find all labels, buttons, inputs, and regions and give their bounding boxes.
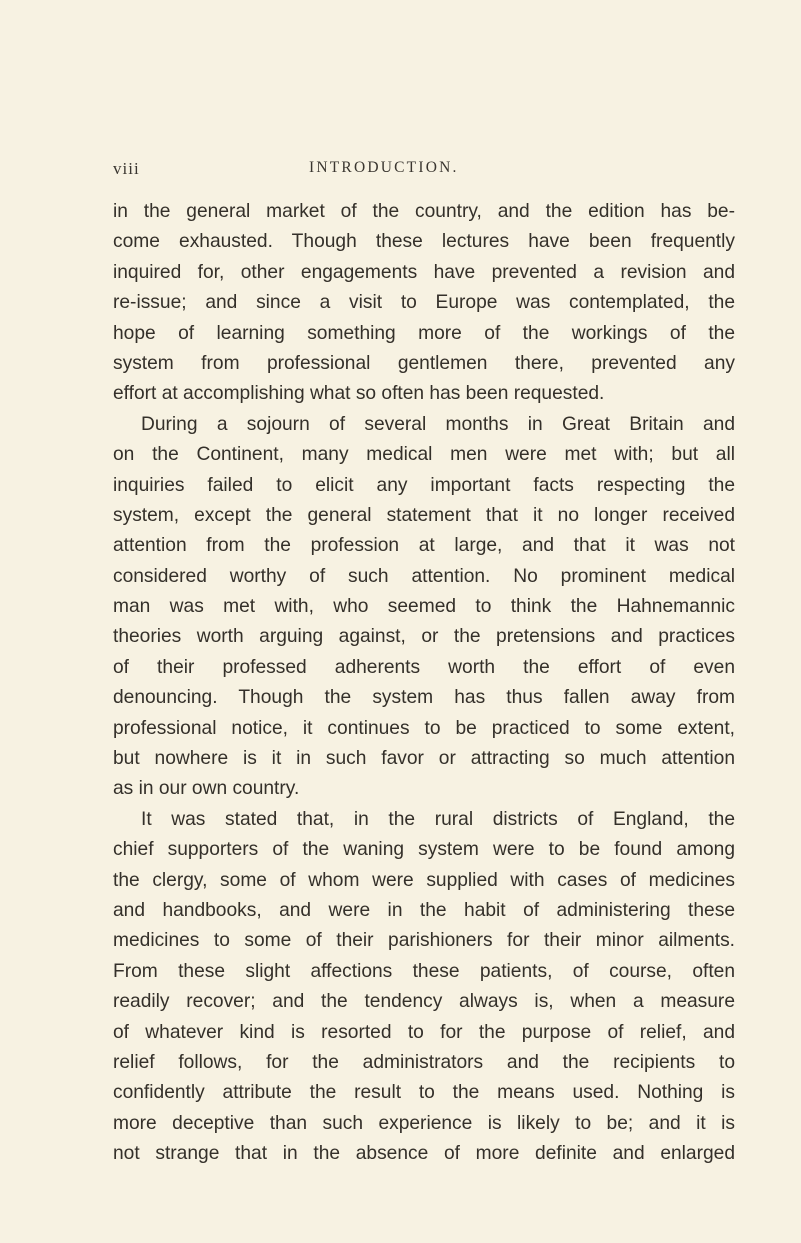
- text-line: in the general market of the country, and the edition has be-: [113, 201, 735, 222]
- text-line: theories worth arguing against, or the pretensions and practices: [113, 626, 735, 648]
- running-title: INTRODUCTION.: [309, 159, 459, 176]
- text-line: come exhausted. Though these lectures have been frequently: [113, 231, 735, 253]
- text-line: more deceptive than such experience is likely to be; and it is: [113, 1112, 735, 1134]
- page-number: viii: [113, 159, 140, 178]
- text-line: professional notice, it continues to be practiced to some extent,: [113, 717, 735, 739]
- text-line: It was stated that, in the rural districts of England, the: [141, 808, 735, 830]
- text-line: system from professional gentlemen there, prevented any: [113, 352, 735, 374]
- text-line: of whatever kind is resorted to for the purpose of relief, and: [113, 1021, 735, 1043]
- text-line: and handbooks, and were in the habit of administering these: [113, 899, 735, 921]
- text-line: effort at accomplishing what so often has been requested.: [113, 383, 605, 405]
- text-line: as in our own country.: [113, 778, 300, 800]
- text-line: attention from the profession at large, and that it was not: [113, 535, 735, 557]
- text-line: man was met with, who seemed to think the Hahnemannic: [113, 596, 735, 618]
- text-line: of their professed adherents worth the effort of even: [113, 656, 735, 678]
- text-line: relief follows, for the administrators and the recipients to: [113, 1051, 735, 1073]
- body-text: [113, 197, 735, 1170]
- text-line: confidently attribute the result to the means used. Nothing is: [113, 1082, 735, 1104]
- text-line: re-issue; and since a visit to Europe was contemplated, the: [113, 292, 735, 314]
- text-line: considered worthy of such attention. No prominent medical: [113, 565, 735, 587]
- running-head: [113, 159, 733, 183]
- text-line: system, except the general statement that it no longer received: [113, 504, 735, 526]
- text-line: the clergy, some of whom were supplied with cases of medicines: [113, 869, 735, 891]
- text-line: chief supporters of the waning system were to be found among: [113, 839, 735, 861]
- text-line: During a sojourn of several months in Great Britain and: [141, 413, 735, 435]
- text-line: medicines to some of their parishioners for their minor ailments.: [113, 930, 735, 952]
- text-line: denouncing. Though the system has thus fallen away from: [113, 687, 735, 709]
- text-line: on the Continent, many medical men were met with; but all: [113, 444, 735, 466]
- text-line: inquiries failed to elicit any important facts respecting the: [113, 474, 735, 496]
- text-line: not strange that in the absence of more definite and enlarged: [113, 1143, 735, 1165]
- text-line: inquired for, other engagements have prevented a revision and: [113, 261, 735, 283]
- text-line: hope of learning something more of the workings of the: [113, 322, 735, 344]
- text-line: readily recover; and the tendency always is, when a measure: [113, 991, 735, 1013]
- text-line: From these slight affections these patients, of course, often: [113, 960, 735, 982]
- text-line: but nowhere is it in such favor or attracting so much attention: [113, 748, 735, 770]
